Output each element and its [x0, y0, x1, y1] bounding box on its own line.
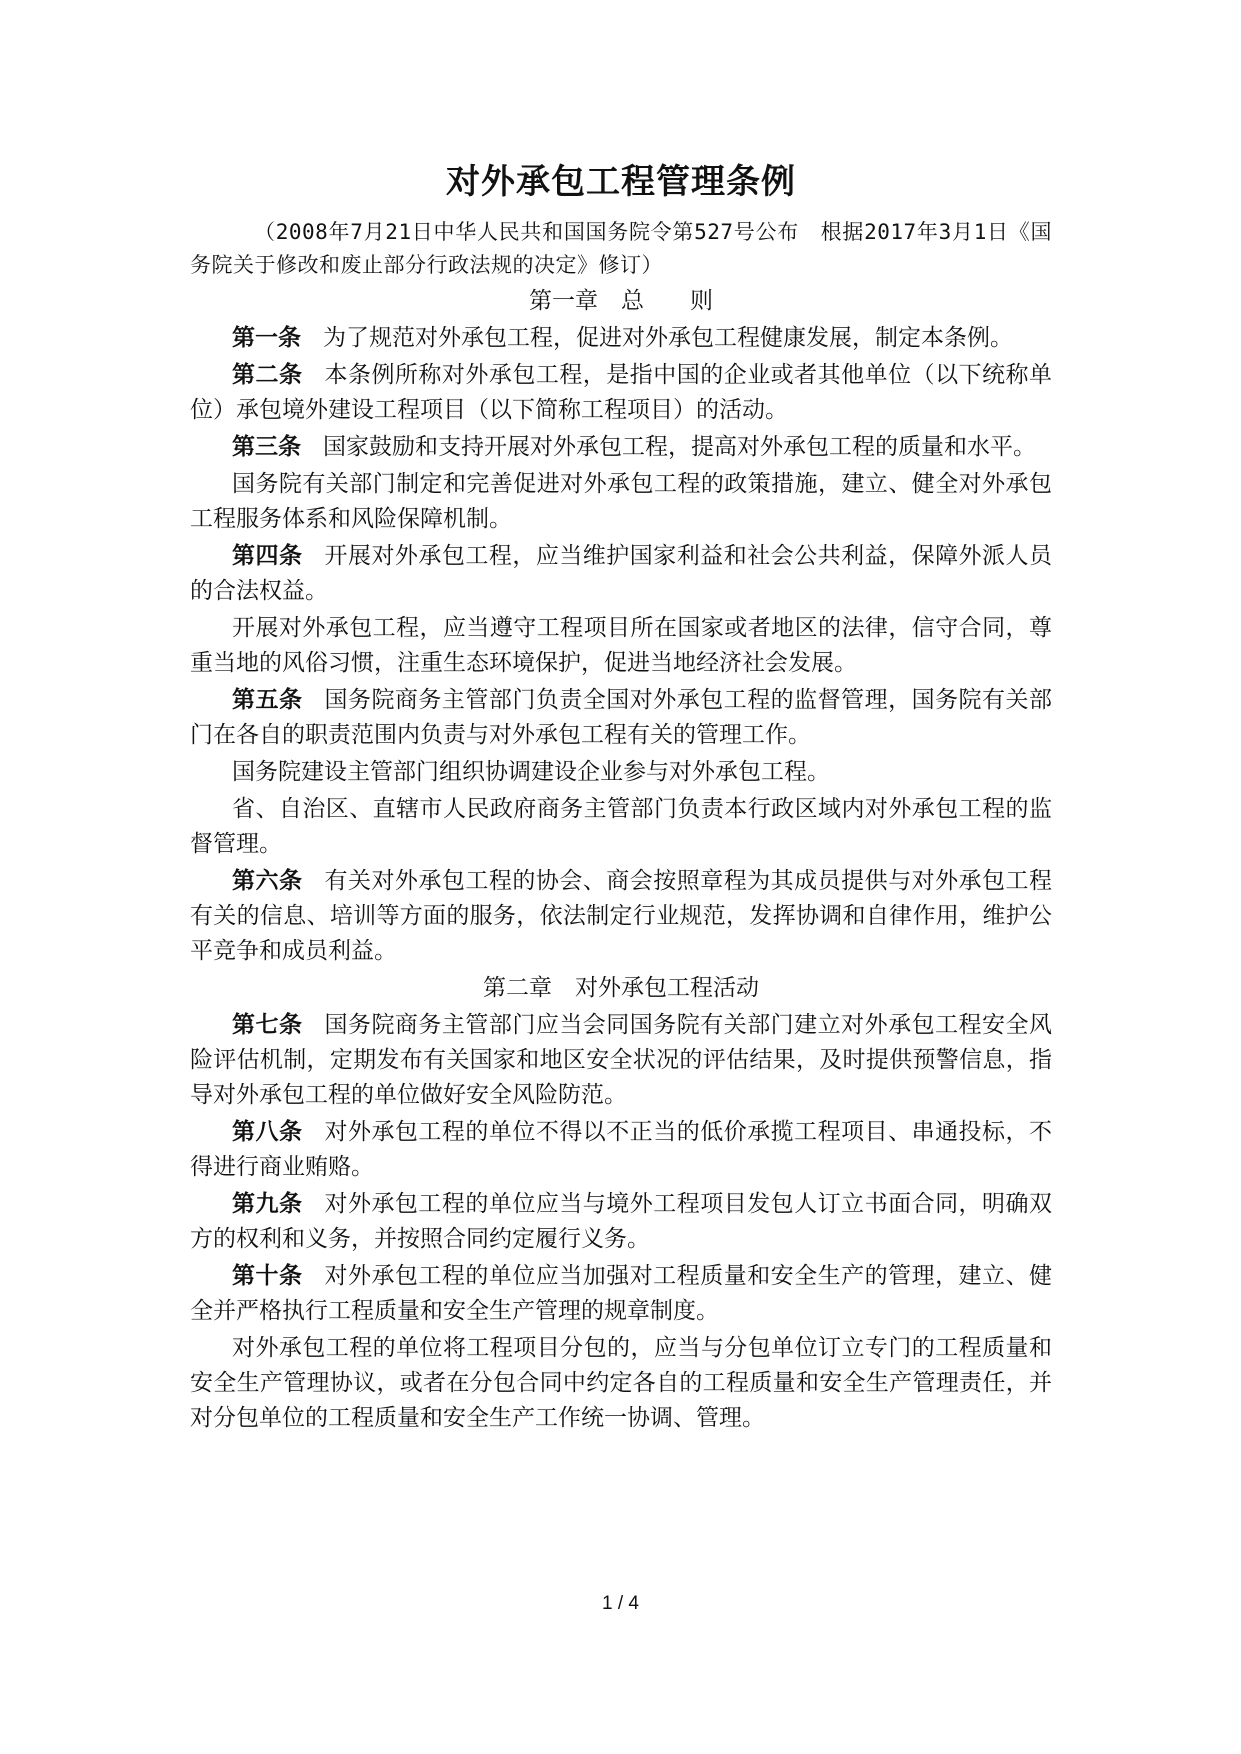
- article-2: [190, 358, 1052, 428]
- article-7: [190, 1008, 1052, 1113]
- article-5-clause-3: [190, 792, 1052, 862]
- article-5-clause-2: [190, 755, 1052, 790]
- article-6: [190, 864, 1052, 969]
- article-number: 第三条: [232, 434, 301, 460]
- article-4-clause-2: [190, 611, 1052, 681]
- article-text: 有关对外承包工程的协会、商会按照章程为其成员提供与对外承包工程有关的信息、培训等方面的服务，依法制定行业规范，发挥协调和自律作用，维护公平竞争和成员利益。: [190, 868, 1053, 964]
- chapter-heading-2: 第二章 对外承包工程活动: [483, 975, 759, 1001]
- article-text: 国家鼓励和支持开展对外承包工程，提高对外承包工程的质量和水平。: [323, 434, 1036, 460]
- page-number: 1 / 4: [602, 1593, 639, 1614]
- document-preamble: （2008年7月21日中华人民共和国国务院令第527号公布 根据2017年3月1日《国务院关于修改和废止部分行政法规的决定》修订）: [190, 220, 1052, 277]
- article-number: 第四条: [232, 543, 303, 569]
- article-text: 为了规范对外承包工程，促进对外承包工程健康发展，制定本条例。: [323, 325, 1013, 351]
- chapter-heading-1: 第一章 总 则: [529, 288, 713, 314]
- article-number: 第六条: [232, 868, 303, 894]
- article-text: 国务院商务主管部门应当会同国务院有关部门建立对外承包工程安全风险评估机制，定期发布有关国家和地区安全状况的评估结果，及时提供预警信息，指导对外承包工程的单位做好安全风险防范。: [190, 1012, 1053, 1108]
- article-8: [190, 1115, 1052, 1185]
- article-text: 国务院商务主管部门负责全国对外承包工程的监督管理，国务院有关部门在各自的职责范围内负责与对外承包工程有关的管理工作。: [190, 687, 1053, 748]
- article-text: 国务院有关部门制定和完善促进对外承包工程的政策措施，建立、健全对外承包工程服务体系和风险保障机制。: [190, 471, 1052, 532]
- article-text: 国务院建设主管部门组织协调建设企业参与对外承包工程。: [232, 759, 830, 785]
- article-number: 第九条: [232, 1191, 303, 1217]
- article-text: 开展对外承包工程，应当维护国家利益和社会公共利益，保障外派人员的合法权益。: [190, 543, 1053, 604]
- article-number: 第十条: [232, 1263, 303, 1289]
- article-text: 省、自治区、直辖市人民政府商务主管部门负责本行政区域内对外承包工程的监督管理。: [190, 796, 1052, 857]
- article-text: 对外承包工程的单位将工程项目分包的，应当与分包单位订立专门的工程质量和安全生产管理协议，或者在分包合同中约定各自的工程质量和安全生产管理责任，并对分包单位的工程质量和安全生产工作统一协调、管理。: [190, 1335, 1052, 1431]
- article-10-clause-2: [190, 1331, 1052, 1436]
- article-number: 第一条: [232, 325, 301, 351]
- article-number: 第二条: [232, 362, 303, 388]
- article-number: 第七条: [232, 1012, 303, 1038]
- article-1: [190, 321, 1052, 356]
- article-number: 第八条: [232, 1119, 303, 1145]
- article-text: 开展对外承包工程，应当遵守工程项目所在国家或者地区的法律，信守合同，尊重当地的风俗习惯，注重生态环境保护，促进当地经济社会发展。: [190, 615, 1052, 676]
- article-text: 对外承包工程的单位应当与境外工程项目发包人订立书面合同，明确双方的权利和义务，并按照合同约定履行义务。: [190, 1191, 1053, 1252]
- article-text: 对外承包工程的单位不得以不正当的低价承揽工程项目、串通投标，不得进行商业贿赂。: [190, 1119, 1053, 1180]
- article-10: [190, 1259, 1052, 1329]
- article-text: 本条例所称对外承包工程，是指中国的企业或者其他单位（以下统称单位）承包境外建设工程项目（以下简称工程项目）的活动。: [190, 362, 1053, 423]
- article-4: [190, 539, 1052, 609]
- article-3-clause-2: [190, 467, 1052, 537]
- document-body: [190, 158, 1052, 1438]
- article-text: 对外承包工程的单位应当加强对工程质量和安全生产的管理，建立、健全并严格执行工程质量和安全生产管理的规章制度。: [190, 1263, 1053, 1324]
- article-5: [190, 683, 1052, 753]
- article-3: [190, 430, 1052, 465]
- article-9: [190, 1187, 1052, 1257]
- document-title: 对外承包工程管理条例: [446, 162, 796, 202]
- article-number: 第五条: [232, 687, 303, 713]
